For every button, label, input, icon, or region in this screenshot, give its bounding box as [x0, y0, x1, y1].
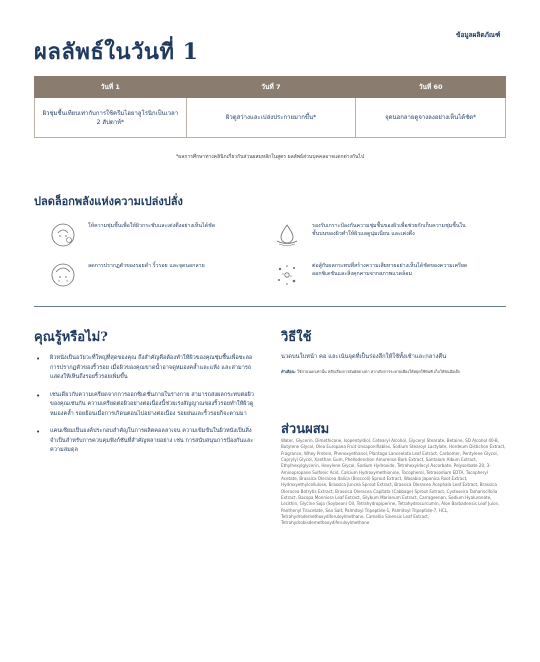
section-divider	[34, 306, 506, 307]
benefit-text: ต่อสู้กับผลกระทบที่สร้างความเสียหายอย่างเห็นได้ชัดของความเครียดออกซิเดชันและสิ่งคุกคามจากสภาพแวดล้อม	[312, 263, 468, 278]
column-header-day-7: วันที่ 7	[186, 77, 356, 98]
list-item: • ผิวหนังเป็นอวัยวะที่ใหญ่ที่สุดของคุณ ถึงสำคัญคือต้องทำให้ผิวของคุณชุ่มชื้นเพื่อชะลอการปรากฏตัวของริ้วรอย เมื่อผิวของคุณขาดน้ำอาจดูหมองคล้ำและแห้ง และสามารถแสดงให้เห็นถึงรอยริ้วรอยเพิ่มขึ้น	[36, 354, 258, 383]
benefit-item	[50, 262, 248, 288]
results-table-header	[35, 77, 506, 98]
warning-note	[281, 369, 506, 375]
result-cell-day-1: ผิวชุ่มชื้นเทียบเท่ากับการใช้ครีมไฮยาลูโรนิกเป็นเวลา 2 สัปดาห์*	[35, 98, 187, 138]
unlock-section-title: ปลดล็อกพลังแห่งความเปล่งปลั่ง	[34, 195, 183, 208]
benefit-item	[50, 222, 248, 248]
benefit-text: ลดการปรากฏตัวของรอยดำ ริ้วรอย และจุดนอกลาย	[88, 263, 205, 269]
column-header-day-60: วันที่ 60	[356, 77, 506, 98]
benefit-item	[274, 222, 472, 248]
benefit-item	[274, 262, 472, 288]
result-cell-day-60: จุดนอกลายดูจางลงอย่างเห็นได้ชัด*	[356, 98, 506, 138]
benefit-text: ให้ความชุ่มชื้นเพื่อให้ผิวกระชับและเต่งตึงอย่างเห็นได้ชัด	[88, 223, 216, 229]
results-footnote: *ผลการศึกษาทางคลินิกเกี่ยวกับส่วนผสมหลักในสูตร ผลลัพธ์ส่วนบุคคลอาจแตกต่างกันไป	[175, 154, 365, 160]
result-cell-day-7: ผิวดูสว่างและเปล่งประกายมากขึ้น*	[186, 98, 356, 138]
ingredients-title: ส่วนผสม	[281, 422, 330, 437]
warning-label: คำเตือน:	[281, 369, 296, 374]
water-drop-icon	[274, 222, 300, 248]
list-item: • เช่นเดียวกับความเครียดจากการออกซิเดชั่นภายในร่างกาย สามารถส่งผลกระทบต่อผิวของคุณเช่นกัน ความเครียดต่อผิวอย่างต่อเนื่องนี้ช่วยเร่งสัญญาณของริ้วรอยทำให้ผิวดูหมองคล้ำ รอยย้อนเมื่อการเกิดนตอนไปอย่างต่อเนื่อง รอยย่นและริ้วรอยก็จะตามมา	[36, 391, 258, 420]
did-you-know-title: คุณรู้หรือไม่?	[34, 330, 108, 345]
face-spots-icon	[50, 262, 76, 288]
how-to-use-title: วิธีใช้	[281, 330, 312, 345]
benefit-text: รองรับเกราะป้องกันความชุ่มชื้นของผิวเพื่อช่วยกักเก็บความชุ่มชื้นในชั้นบนของผิวทำให้ผิวแลดูนุ่มเนียน และเต่งตึง	[312, 223, 466, 238]
results-table	[34, 76, 506, 138]
how-to-use-text: นวดบนใบหน้า คอ และเน้นจุดที่เป็นร่องลึกให้ใช้ทั้งเช้าและกลางคืน	[281, 354, 447, 360]
column-header-day-1: วันที่ 1	[35, 77, 187, 98]
page-title: ผลลัพธ์ในวันที่ 1	[34, 39, 199, 65]
did-you-know-list	[36, 354, 258, 464]
list-item: • แคนเซียมเป็นองค์ประกอบสำคัญในการผลิตคอลลาเจน ความเข้มข้นในผิวหนังเป็นสิ่งจำเป็นสำหรับการควบคุมฟังก์ชันที่สำคัญหลายอย่าง เช่น การสนับสนุนการป้องกันและความสมดุล	[36, 427, 258, 456]
table-row	[35, 98, 506, 138]
product-info-tag: ข้อมูลผลิตภัณฑ์	[456, 31, 501, 39]
face-dots-icon	[50, 222, 76, 248]
sparkle-dots-icon	[274, 262, 300, 288]
ingredients-list: Water, Glycerin, Dimethicone, Isopentyldiol, Cetearyl Alcohol, Glyceryl Stearate, Betaine, SD Alcohol 40-B, Butylene Glycol, Olea Europaea Fruit Unsaponifiables, Sodium Stearoyl Lactylate, Hordeum Distichon Extract, Fragrance, Whey Protein, Phenoxyethanol, Plantago Lanceolata Leaf Extract, Carbomer, Pentylene Glycol, Caprylyl Glycol, Xanthan Gum, Phellodendron Amurense Bark Extract, Santalum Album Extract, Ethylhexylglycerin, Hexylene Glycol, Sodium Hydroxide, Tetrahexyldecyl Ascorbate, Polysorbate 20, 3-Aminopropane Sulfonic Acid, Calcium Hydroxymethionine, Tocopherol, Tetrasodium EDTA, Tocopheryl Acetate, Brassica Oleracea Italica (Broccoli) Sprout Extract, Wasabia Japonica Root Extract, Hydroxyethylcellulose, Brassica Juncea Sprout Extract, Brassica Oleracea Acephala Leaf Extract, Brassica Oleracea Botrytis Extract, Brassica Oleracea Capitata (Cabbage) Sprout Extract, Cystoseira Tamariscifolia Extract, Bacopa Monniera Leaf Extract, Silybum Marianum Extract, Carrageenan, Sodium Hyaluronate, Lecithin, Glycine Soja (Soybean) Oil, Tetrahydropiperine, Tetrahydrocurcumin, Aloe Barbadensis Leaf Juice, Panthenyl Triacetate, Sea Salt, Palmitoyl Tripeptide-1, Palmitoyl Tripeptide-7, HCL, Tetrahydrodemethoxydiferuloylmethane, Camellia Sinensis Leaf Extract, Tetrahydrobisdemethoxydiferuloylmethane	[281, 438, 506, 526]
warning-text: ใช้ภายนอกเท่านั้น หลีกเลี่ยงการสัมผัสดวงตา หากเกิดการระคายเคืองให้หยุดใช้ทันที เก็บให้พ้นมือเด็ก	[297, 369, 461, 374]
